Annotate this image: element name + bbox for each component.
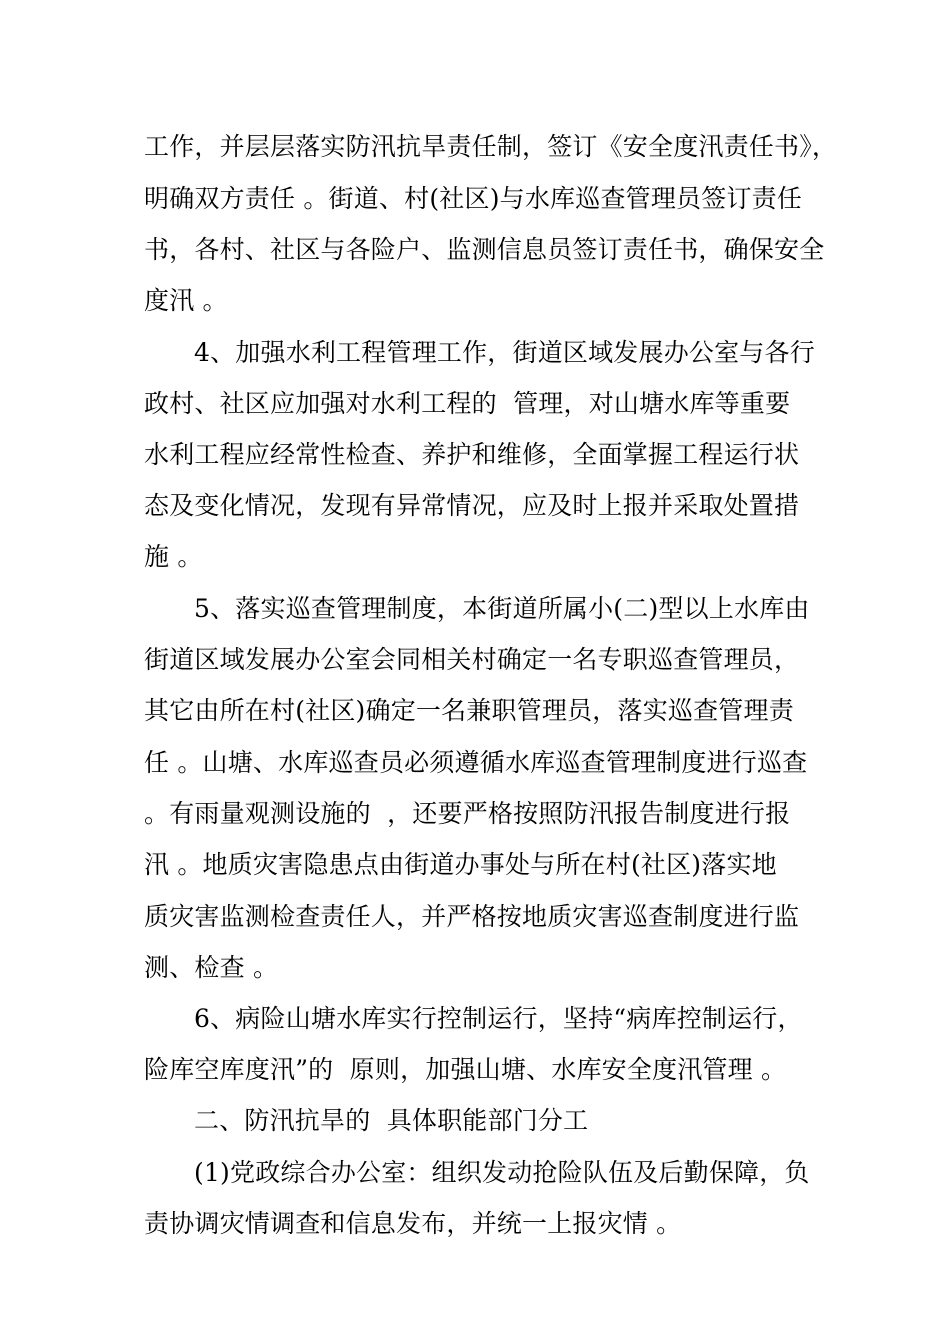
text-line: 书，各村、社区与各险户、监测信息员签订责任书，确保安全 — [144, 235, 825, 264]
text-line: 5、落实巡查管理制度，本街道所属小(二)型以上水库由 — [194, 594, 810, 623]
text-line: 测、检查 。 — [144, 953, 279, 982]
text-line: 政村、社区应加强对水利工程的 管理，对山塘水库等重要 — [144, 389, 791, 418]
text-line: 6、病险山塘水库实行控制运行，坚持“病库控制运行， — [194, 1004, 803, 1033]
text-line: 其它由所在村(社区)确定一名兼职管理员，落实巡查管理责 — [144, 696, 794, 725]
text-line: 任 。山塘、水库巡查员必须遵循水库巡查管理制度进行巡查 — [144, 748, 808, 777]
text-line: 险库空库度汛”的 原则，加强山塘、水库安全度汛管理 。 — [144, 1055, 787, 1084]
text-line: 质灾害监测检查责任人，并严格按地质灾害巡查制度进行监 — [144, 902, 800, 931]
section-heading: 二、防汛抗旱的 具体职能部门分工 — [194, 1106, 589, 1135]
text-line: 工作，并层层落实防汛抗旱责任制，签订《安全度汛责任书》， — [144, 132, 838, 161]
text-line: 。有雨量观测设施的 ，还要严格按照防汛报告制度进行报 — [144, 799, 791, 828]
text-line: (1)党政综合办公室：组织发动抢险队伍及后勤保障，负 — [194, 1158, 810, 1187]
text-line: 施 。 — [144, 542, 203, 571]
text-line: 责协调灾情调查和信息发布，并统一上报灾情 。 — [144, 1209, 682, 1238]
text-line: 度汛 。 — [144, 286, 228, 315]
text-line: 明确双方责任 。街道、村(社区)与水库巡查管理员签订责任 — [144, 184, 803, 213]
text-line: 4、加强水利工程管理工作，街道区域发展办公室与各行 — [194, 338, 815, 367]
text-line: 态及变化情况，发现有异常情况，应及时上报并采取处置措 — [144, 491, 800, 520]
text-line: 街道区域发展办公室会同相关村确定一名专职巡查管理员， — [144, 645, 800, 674]
text-line: 水利工程应经常性检查、养护和维修，全面掌握工程运行状 — [144, 440, 800, 469]
text-line: 汛 。地质灾害隐患点由街道办事处与所在村(社区)落实地 — [144, 850, 777, 879]
